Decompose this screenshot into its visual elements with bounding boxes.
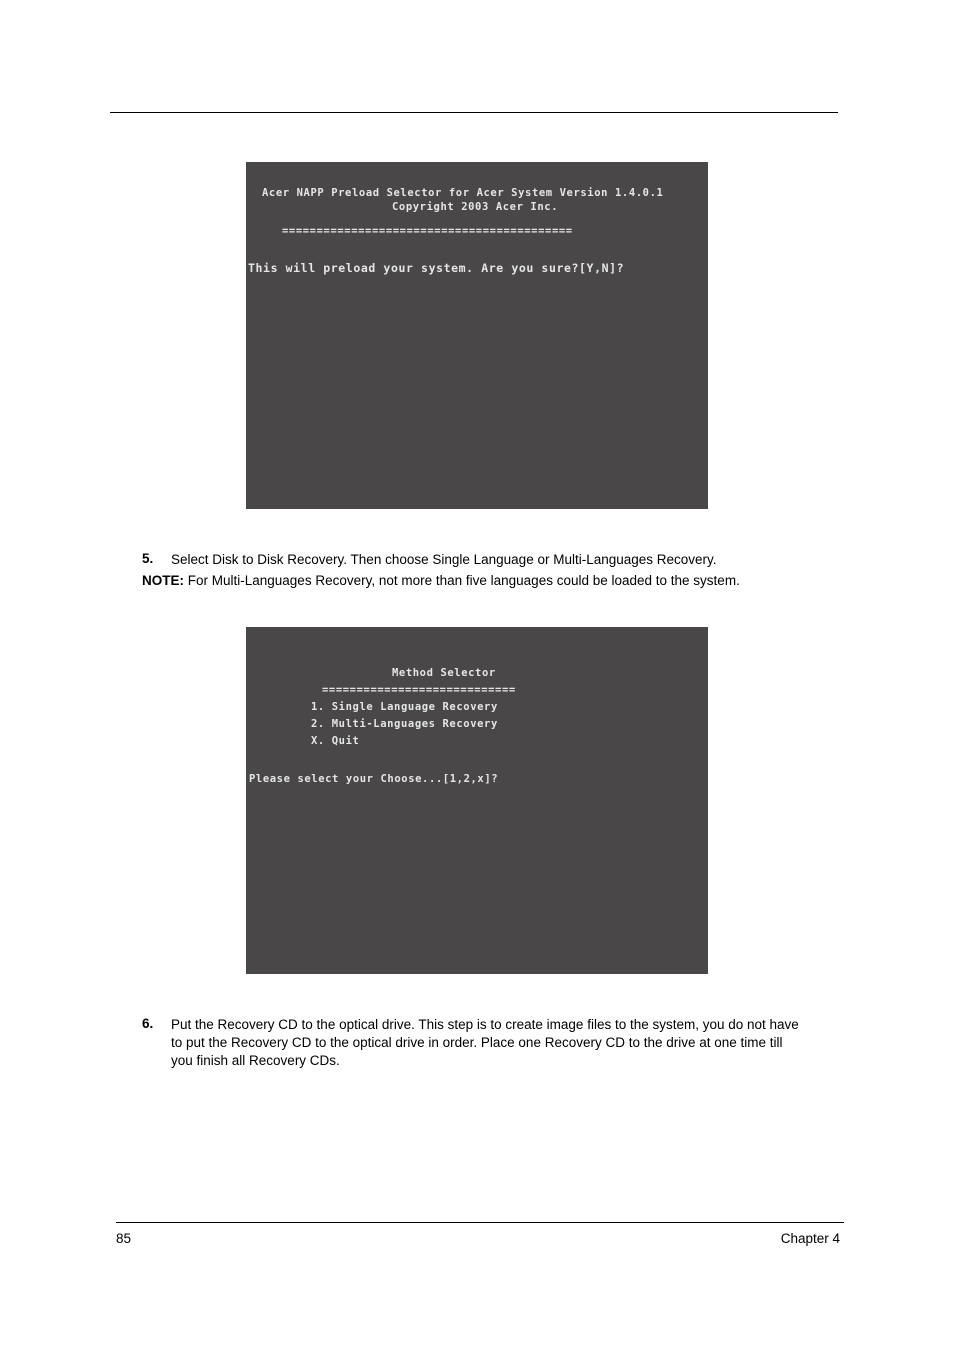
separator-line: ========================================== — [282, 225, 573, 237]
note — [142, 572, 740, 589]
page-number: 85 — [116, 1231, 132, 1246]
preload-prompt: This will preload your system. Are you sure?[Y,N]? — [248, 261, 625, 275]
chapter-label: Chapter 4 — [780, 1231, 840, 1246]
option-quit: X. Quit — [311, 735, 360, 747]
step-5-number: 5. — [142, 551, 154, 566]
header-rule — [110, 112, 838, 113]
step-5-text: Select Disk to Disk Recovery. Then choose Single Language or Multi-Languages Recovery. — [171, 552, 717, 567]
note-text: For Multi-Languages Recovery, not more than five languages could be loaded to the system. — [184, 573, 740, 588]
step-6-line-2: to put the Recovery CD to the optical drive in order. Place one Recovery CD to the drive at one time till — [171, 1035, 783, 1050]
method-selector-screenshot — [246, 627, 708, 974]
option-single-language: 1. Single Language Recovery — [311, 701, 498, 713]
footer-rule — [116, 1222, 844, 1223]
method-separator: ============================ — [322, 684, 516, 696]
preload-selector-screenshot — [246, 162, 708, 509]
copyright-line: Copyright 2003 Acer Inc. — [392, 201, 559, 213]
step-6-line-1: Put the Recovery CD to the optical drive. This step is to create image files to the system, you do not have — [171, 1017, 799, 1032]
preload-title: Acer NAPP Preload Selector for Acer System Version 1.4.0.1 — [262, 187, 664, 199]
method-prompt: Please select your Choose...[1,2,x]? — [249, 773, 499, 785]
note-label: NOTE: — [142, 573, 184, 588]
step-6-line-3: you finish all Recovery CDs. — [171, 1053, 340, 1068]
step-6-number: 6. — [142, 1016, 154, 1031]
method-selector-title: Method Selector — [392, 667, 496, 679]
option-multi-languages: 2. Multi-Languages Recovery — [311, 718, 498, 730]
